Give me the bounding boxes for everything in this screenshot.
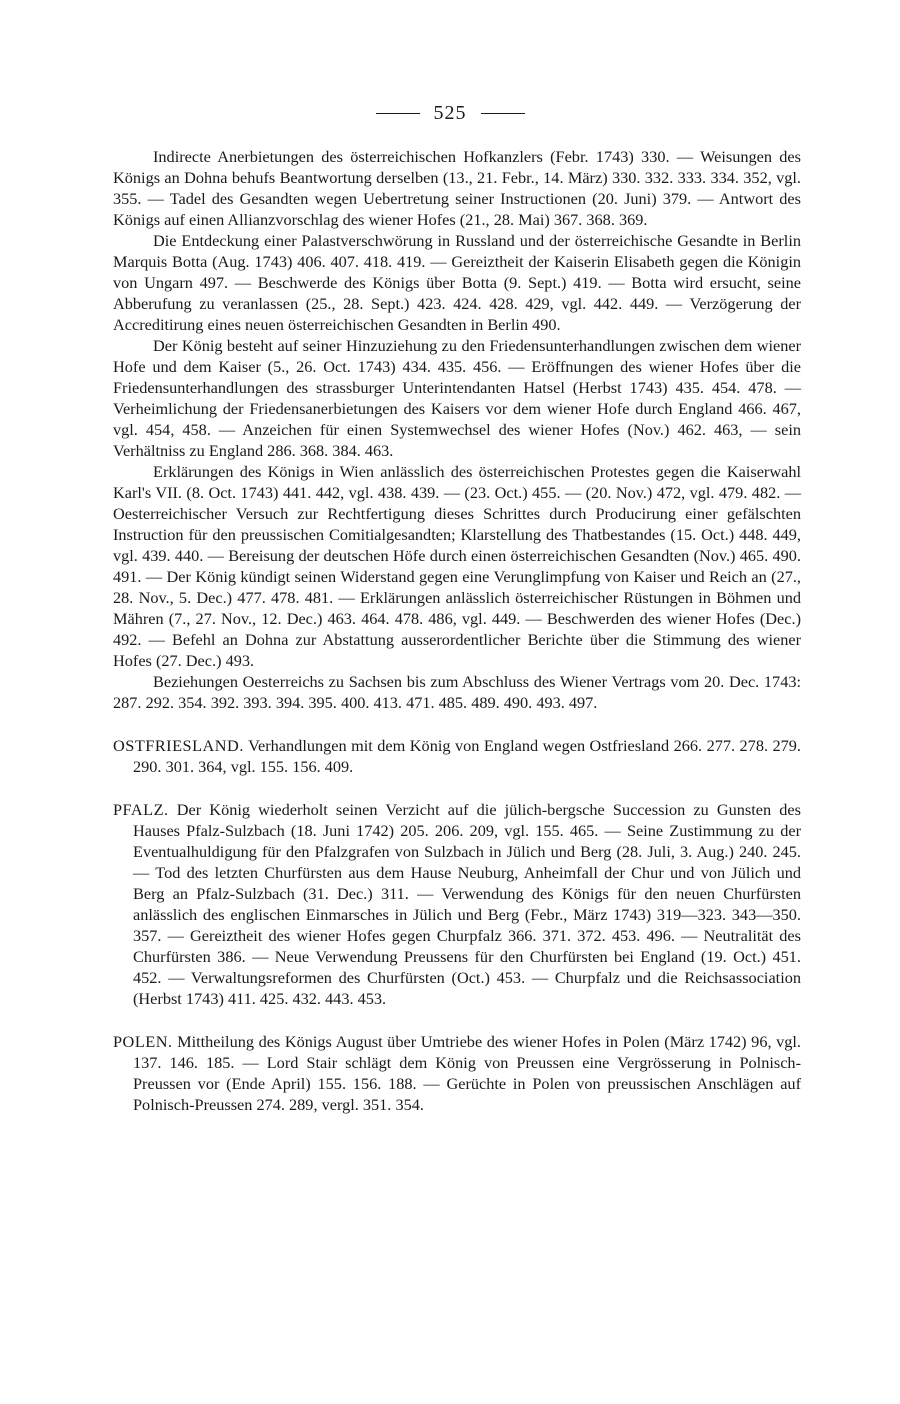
page-header xyxy=(0,102,900,125)
entry-text: Verhandlungen mit dem König von England wegen Ostfriesland 266. 277. 278. 279. 290. 301. 364, vgl. 155. 156. 409. xyxy=(133,736,801,776)
entry-text: Der König wiederholt seinen Verzicht auf die jülich-bergsche Succession zu Gunsten des Hauses Pfalz-Sulzbach (18. Juni 1742) 205. 206. 209, vgl. 155. 465. — Seine Zustimmung zu der Eventualhuldigung für den Pfalzgrafen von Sulzbach in Jülich und Berg (28. Juli, 3. Aug.) 240. 245. — Tod des letzten Churfürsten aus dem Hause Neuburg, Anheimfall der Chur und von Jülich und Berg an Pfalz-Sulzbach (31. Dec.) 311. — Verwendung des Königs für den neuen Churfürsten anlässlich des englischen Einmarsches in Jülich und Berg (Febr., März 1743) 319—323. 343—350. 357. — Gereiztheit des wiener Hofes gegen Churpfalz 366. 371. 372. 453. 496. — Neutralität des Churfürsten 386. — Neue Verwendung Preussens für den Churfürsten bei England (19. Oct.) 451. 452. — Verwaltungsreformen des Churfürsten (Oct.) 453. — Churpfalz und die Reichsassociation (Herbst 1743) 411. 425. 432. 443. 453. xyxy=(133,800,801,1008)
continued-entry xyxy=(113,146,801,713)
page-body xyxy=(113,146,801,1115)
index-entry-polen xyxy=(113,1031,801,1115)
index-entry-ostfriesland xyxy=(113,735,801,777)
index-entry-pfalz xyxy=(113,799,801,1009)
paragraph: Beziehungen Oesterreichs zu Sachsen bis zum Abschluss des Wiener Vertrags vom 20. Dec. 1743: 287. 292. 354. 392. 393. 394. 395. 400. 413. 471. 485. 489. 490. 493. 497. xyxy=(113,672,801,712)
paragraph: Erklärungen des Königs in Wien anlässlich des österreichischen Protestes gegen die Kaiserwahl Karl's VII. (8. Oct. 1743) 441. 442, vgl. 438. 439. — (23. Oct.) 455. — (20. Nov.) 472, vgl. 479. 482. — Oesterreichischer Versuch zur Rechtfertigung dieses Schrittes durch Producirung einer gefälschten Instruction für den preussischen Comitialgesandten; Klarstellung des Thatbestandes (15. Oct.) 448. 449, vgl. 439. 440. — Bereisung der deutschen Höfe durch einen österreichischen Gesandten (Nov.) 465. 490. 491. — Der König kündigt seinen Widerstand gegen eine Verunglimpfung von Kaiser und Reich an (27., 28. Nov., 5. Dec.) 477. 478. 481. — Erklärungen anlässlich österreichischer Rüstungen in Böhmen und Mähren (7., 27. Nov., 12. Dec.) 463. 464. 478. 486, vgl. 449. — Beschwerden des wiener Hofes (Dec.) 492. — Befehl an Dohna zur Abstattung ausserordentlicher Berichte über die Stimmung des wiener Hofes (27. Dec.) 493. xyxy=(113,462,801,670)
entry-heading: POLEN. xyxy=(113,1032,173,1051)
paragraph: Der König besteht auf seiner Hinzuziehung zu den Friedensunterhandlungen zwischen dem wiener Hofe und dem Kaiser (5., 26. Oct. 1743) 434. 435. 456. — Eröffnungen des wiener Hofes über die Friedensunterhandlungen des strassburger Unterintendanten Hatsel (Herbst 1743) 435. 454. 478. — Verheimlichung der Friedensanerbietungen des Kaisers vor dem wiener Hofe durch England 466. 467, vgl. 454, 458. — Anzeichen für einen Systemwechsel des wiener Hofes (Nov.) 462. 463, — sein Verhältniss zu England 286. 368. 384. 463. xyxy=(113,336,801,460)
header-rule-left xyxy=(376,113,420,114)
header-rule-right xyxy=(481,113,525,114)
entry-heading: PFALZ. xyxy=(113,800,169,819)
paragraph: Die Entdeckung einer Palastverschwörung in Russland und der österreichische Gesandte in Berlin Marquis Botta (Aug. 1743) 406. 407. 418. 419. — Gereiztheit der Kaiserin Elisabeth gegen die Königin von Ungarn 497. — Beschwerde des Königs über Botta (9. Sept.) 419. — Botta wird ersucht, seine Abberufung zu veranlassen (25., 28. Sept.) 423. 424. 428. 429, vgl. 442. 449. — Verzögerung der Accreditirung eines neuen österreichischen Gesandten in Berlin 490. xyxy=(113,231,801,334)
entry-heading: OSTFRIESLAND. xyxy=(113,736,244,755)
entry-text: Mittheilung des Königs August über Umtriebe des wiener Hofes in Polen (März 1742) 96, vgl. 137. 146. 185. — Lord Stair schlägt dem König von Preussen eine Vergrösserung in Polnisch-Preussen vor (Ende April) 155. 156. 188. — Gerüchte in Polen von preussischen Anschlägen auf Polnisch-Preussen 274. 289, vergl. 351. 354. xyxy=(133,1032,801,1114)
paragraph: Indirecte Anerbietungen des österreichischen Hofkanzlers (Febr. 1743) 330. — Weisungen des Königs an Dohna behufs Beantwortung derselben (13., 21. Febr., 14. März) 330. 332. 333. 334. 352, vgl. 355. — Tadel des Gesandten wegen Uebertretung seiner Instructionen (20. Juni) 379. — Antwort des Königs auf einen Allianzvorschlag des wiener Hofes (21., 28. Mai) 367. 368. 369. xyxy=(113,147,801,229)
page-number: 525 xyxy=(433,102,467,124)
